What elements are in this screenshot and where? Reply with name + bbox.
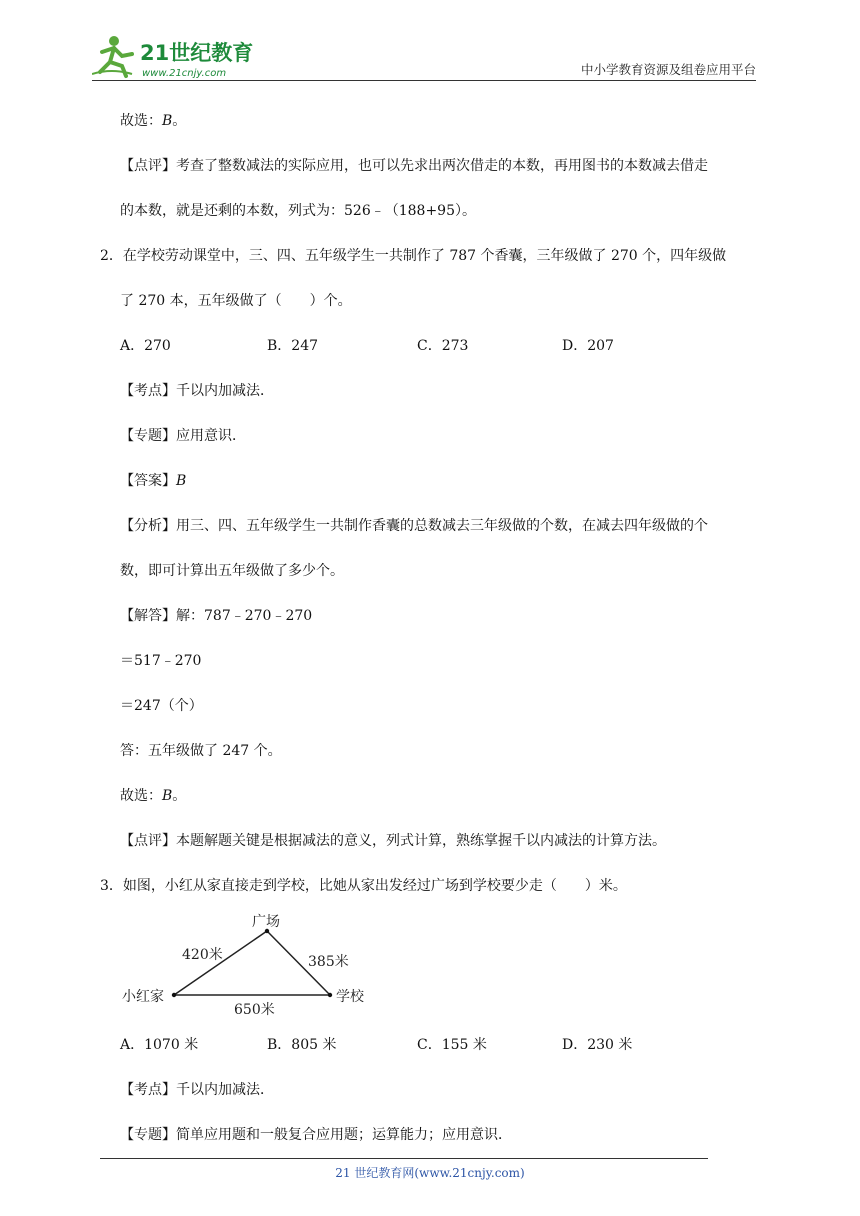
- q3-option-c: C．155 米: [417, 1037, 487, 1053]
- header-divider: [92, 80, 756, 81]
- page-footer: 21 世纪教育网(www.21cnjy.com): [335, 1166, 525, 1180]
- plaza-label: 广场: [252, 914, 280, 930]
- q2-option-c: C．273: [417, 338, 469, 354]
- page-header: [0, 0, 860, 82]
- q2-zhuanti: 【专题】应用意识．: [120, 428, 246, 444]
- q3-zhuanti: 【专题】简单应用题和一般复合应用题；运算能力；应用意识．: [120, 1127, 512, 1143]
- q2-solution-line4: 答：五年级做了 247 个。: [120, 743, 282, 759]
- q2-stem-line1: 2．在学校劳动课堂中，三、四、五年级学生一共制作了 787 个香囊，三年级做了 270 个，四年级做: [100, 248, 727, 264]
- q2-answer: 【答案】B: [120, 473, 187, 489]
- q2-solution-line2: ＝517﹣270: [120, 653, 202, 669]
- footer-divider: [100, 1158, 708, 1159]
- q2-analysis-line2: 数，即可计算出五年级做了多少个。: [120, 563, 344, 579]
- q2-choice: 故选：B。: [120, 788, 187, 804]
- q3-option-b: B．805 米: [267, 1037, 337, 1053]
- q2-option-a: A．270: [120, 338, 171, 354]
- prev-comment-line1: 【点评】考查了整数减法的实际应用，也可以先求出两次借走的本数，再用图书的本数减去借走: [120, 158, 708, 174]
- q3-option-a: A．1070 米: [120, 1037, 199, 1053]
- platform-name: 中小学教育资源及组卷应用平台: [580, 62, 756, 77]
- q2-analysis-line1: 【分析】用三、四、五年级学生一共制作香囊的总数减去三年级做的个数，在减去四年级做的个: [120, 518, 708, 534]
- svg-text:www.21cnjy.com: www.21cnjy.com: [142, 68, 227, 79]
- home-plaza-distance: 420米: [182, 947, 223, 963]
- runner-icon: [92, 36, 132, 76]
- school-label: 学校: [336, 989, 364, 1005]
- q2-stem-line2: 了 270 本，五年级做了（ ）个。: [120, 293, 352, 309]
- q2-option-b: B．247: [267, 338, 319, 354]
- q2-solution-line3: ＝247（个）: [120, 698, 203, 714]
- q2-solution-line1: 【解答】解：787﹣270﹣270: [120, 608, 313, 624]
- q2-comment: 【点评】本题解题关键是根据减法的意义，列式计算，熟练掌握千以内减法的计算方法。: [120, 833, 666, 849]
- triangle-route-diagram: [112, 906, 382, 1026]
- home-label: 小红家: [122, 989, 164, 1005]
- svg-text:21世纪教育: 21世纪教育: [140, 41, 254, 65]
- q2-option-d: D．207: [562, 338, 614, 354]
- home-point: [172, 993, 176, 997]
- q3-option-d: D．230 米: [562, 1037, 633, 1053]
- logo-21cnjy: [92, 32, 262, 82]
- q2-kaodian: 【考点】千以内加减法．: [120, 383, 274, 399]
- school-point: [328, 993, 332, 997]
- prev-comment-line2: 的本数，就是还剩的本数，列式为：526﹣（188+95）。: [120, 203, 476, 219]
- plaza-school-distance: 385米: [308, 954, 349, 970]
- q3-stem: 3．如图，小红从家直接走到学校，比她从家出发经过广场到学校要少走（ ）米。: [100, 878, 627, 894]
- edge-home-plaza: [174, 931, 267, 995]
- q3-kaodian: 【考点】千以内加减法．: [120, 1082, 274, 1098]
- prev-choice: 故选：B。: [120, 113, 187, 129]
- home-school-distance: 650米: [234, 1002, 275, 1018]
